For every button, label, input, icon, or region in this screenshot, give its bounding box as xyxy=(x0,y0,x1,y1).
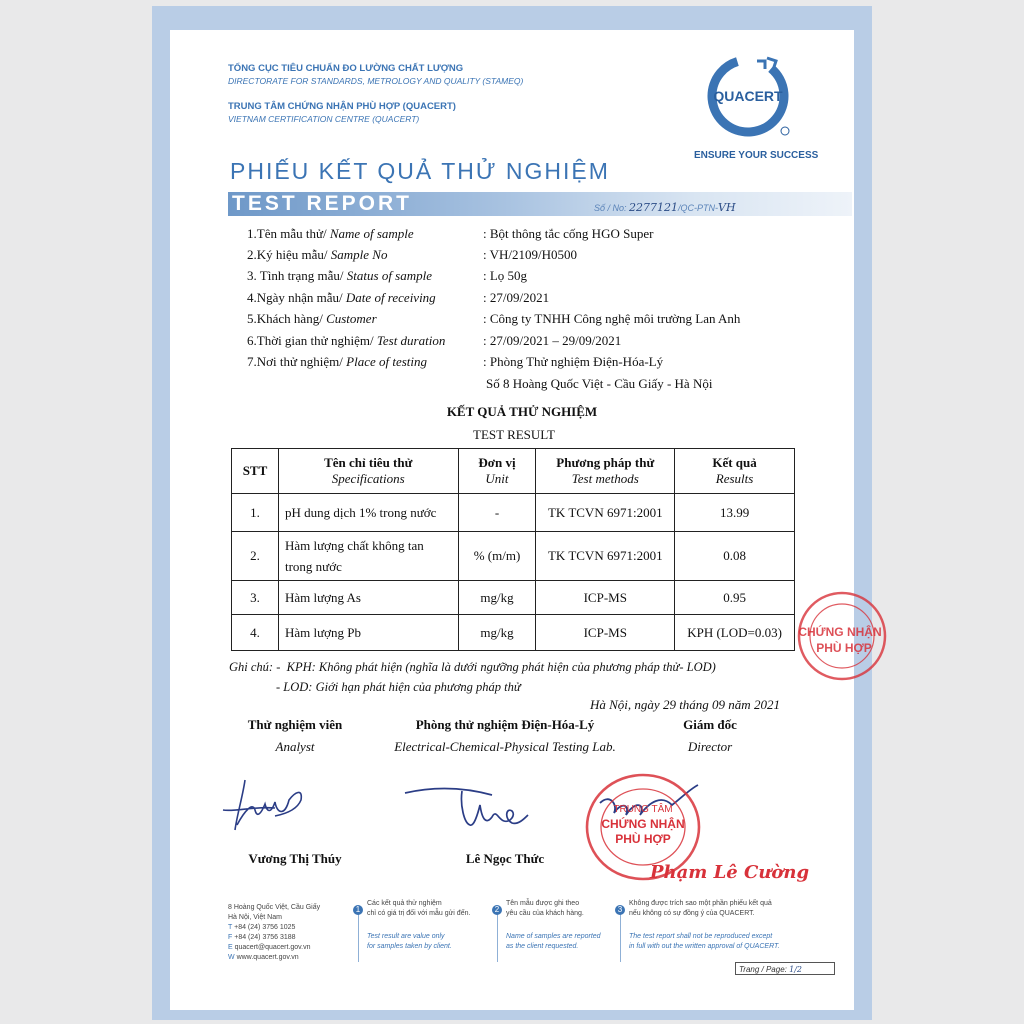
field-value: : 27/09/2021 xyxy=(483,290,550,305)
cell-method: TK TCVN 6971:2001 xyxy=(536,532,675,581)
field-value: : Lọ 50g xyxy=(483,268,528,283)
sig-role-lab-en: Electrical-Chemical-Physical Testing Lab. xyxy=(394,739,616,754)
results-table xyxy=(231,448,795,651)
field-label: 2.Ký hiệu mẫu/ Sample No xyxy=(247,247,388,262)
slogan: ENSURE YOUR SUCCESS xyxy=(694,150,819,161)
cell-spec: Hàm lượng As xyxy=(278,581,458,615)
header-method: Phương pháp thử Test methods xyxy=(536,449,675,494)
cell-unit: % (m/m) xyxy=(458,532,536,581)
stamp-line-2: CHỨNG NHẬN xyxy=(601,817,685,831)
result-title-en: TEST RESULT xyxy=(473,427,555,442)
table-row xyxy=(232,615,795,651)
field-value: : 27/09/2021 – 29/09/2021 xyxy=(483,333,622,348)
field-label: 4.Ngày nhận mẫu/ Date of receiving xyxy=(247,290,436,305)
cell-method: TK TCVN 6971:2001 xyxy=(536,494,675,532)
signature-analyst xyxy=(215,770,325,840)
cell-result: 13.99 xyxy=(675,494,795,532)
header-spec: Tên chỉ tiêu thử Specifications xyxy=(278,449,458,494)
sig-role-lab: Phòng thử nghiệm Điện-Hóa-Lý xyxy=(415,717,595,732)
cell-stt: 1. xyxy=(232,494,279,532)
title-vn: PHIẾU KẾT QUẢ THỬ NGHIỆM xyxy=(230,158,610,184)
table-row xyxy=(232,494,795,532)
stamp-line-1: TRUNG TÂM xyxy=(613,804,673,815)
cell-spec: Hàm lượng Pb xyxy=(278,615,458,651)
field-label: 6.Thời gian thử nghiệm/ Test duration xyxy=(247,333,446,348)
sig-name-analyst: Vương Thị Thúy xyxy=(248,851,342,866)
cell-unit: - xyxy=(458,494,536,532)
sig-role-analyst-en: Analyst xyxy=(275,739,315,754)
title-en: TEST REPORT xyxy=(232,192,413,215)
footer-note-2-en: Name of samples are reported as the client requested. xyxy=(506,933,601,950)
cell-method: ICP-MS xyxy=(536,615,675,651)
cell-unit: mg/kg xyxy=(458,581,536,615)
field-label: 7.Nơi thử nghiệm/ Place of testing xyxy=(247,354,428,369)
info-icon: 2 xyxy=(492,905,502,915)
field-label: 3. Tình trạng mẫu/ Status of sample xyxy=(247,268,433,283)
field-value-address: Số 8 Hoàng Quốc Việt - Cầu Giấy - Hà Nội xyxy=(486,376,713,391)
footer-divider xyxy=(358,912,359,962)
side-stamp xyxy=(790,586,882,686)
cell-stt: 2. xyxy=(232,532,279,581)
report-no-value: 2277121 xyxy=(629,201,679,214)
footer-note-3-en: The test report shall not be reproduced except in full with out the written approval of QUACERT. xyxy=(629,933,780,950)
footer-divider xyxy=(497,912,498,962)
cell-spec: Hàm lượng chất không tan trong nước xyxy=(278,532,458,581)
footer-note-2: Tên mẫu được ghi theo yêu cầu của khách hàng. xyxy=(506,900,584,917)
cell-method: ICP-MS xyxy=(536,581,675,615)
report-no-tail: VH xyxy=(718,201,736,214)
sig-name-director: Phạm Lê Cường xyxy=(650,862,810,883)
report-number xyxy=(594,201,736,214)
sig-role-director-en: Director xyxy=(687,739,733,754)
field-label: 5.Khách hàng/ Customer xyxy=(247,311,377,326)
header-stt: STT xyxy=(232,449,279,494)
cell-result: 0.95 xyxy=(675,581,795,615)
stamp-line-3: PHÙ HỢP xyxy=(615,832,671,846)
table-header-row xyxy=(232,449,795,494)
footer-divider xyxy=(620,912,621,962)
report-no-label: Số / No: xyxy=(594,203,627,213)
cell-result: KPH (LOD=0.03) xyxy=(675,615,795,651)
centre-name-en: VIETNAM CERTIFICATION CENTRE (QUACERT) xyxy=(228,114,420,124)
note-lod: - LOD: Giới hạn phát hiện của phương pháp thử xyxy=(276,680,521,694)
page-indicator: Trang / Page: 1/2 xyxy=(735,962,835,975)
footer-address: 8 Hoàng Quốc Việt, Cầu Giấy Hà Nội, Việt Nam T +84 (24) 3756 1025 F +84 (24) 3756 3188 E quacert@quacert.gov.vn W www.quacert.gov.vn xyxy=(228,904,321,961)
org-name-en: DIRECTORATE FOR STANDARDS, METROLOGY AND QUALITY (STAMEQ) xyxy=(228,76,524,86)
logo-text: QUACERT xyxy=(713,88,783,104)
sig-name-lab: Lê Ngọc Thức xyxy=(465,851,545,866)
footer-note-1-en: Test result are value only for samples taken by client. xyxy=(367,933,452,950)
field-value: : VH/2109/H0500 xyxy=(483,247,578,262)
info-icon: 3 xyxy=(615,905,625,915)
table-row xyxy=(232,532,795,581)
field-value: : Phòng Thử nghiệm Điện-Hóa-Lý xyxy=(483,354,664,369)
org-name-vn: TỔNG CỤC TIÊU CHUẨN ĐO LƯỜNG CHẤT LƯỢNG xyxy=(228,63,464,74)
side-stamp-text: CHỨNG NHẬN xyxy=(798,625,882,639)
date-line: Hà Nội, ngày 29 tháng 09 năm 2021 xyxy=(590,697,780,712)
cell-stt: 3. xyxy=(232,581,279,615)
sig-role-analyst: Thử nghiệm viên xyxy=(247,717,343,732)
header-result: Kết quả Results xyxy=(675,449,795,494)
table-row xyxy=(232,581,795,615)
field-value: : Bột thông tắc cống HGO Super xyxy=(483,226,654,241)
result-title-vn: KẾT QUẢ THỬ NGHIỆM xyxy=(446,404,598,419)
centre-name-vn: TRUNG TÂM CHỨNG NHẬN PHÙ HỢP (QUACERT) xyxy=(228,101,456,112)
cell-spec: pH dung dịch 1% trong nước xyxy=(278,494,458,532)
quacert-logo xyxy=(705,53,791,139)
footer-note-3: Không được trích sao một phần phiếu kết quả nếu không có sự đồng ý của QUACERT. xyxy=(629,900,772,917)
side-stamp-text-2: PHÙ HỢP xyxy=(816,641,872,655)
report-no-suffix: /QC-PTN- xyxy=(678,203,719,213)
note-kph: Ghi chú: - KPH: Không phát hiện (nghĩa là dưới ngưỡng phát hiện của phương pháp thử- LOD) xyxy=(229,660,716,674)
info-icon: 1 xyxy=(353,905,363,915)
cell-stt: 4. xyxy=(232,615,279,651)
field-label: 1.Tên mẫu thử/ Name of sample xyxy=(247,226,414,241)
cell-unit: mg/kg xyxy=(458,615,536,651)
sig-role-director: Giám đốc xyxy=(683,717,737,732)
header-unit: Đơn vị Unit xyxy=(458,449,536,494)
field-value: : Công ty TNHH Công nghệ môi trường Lan Anh xyxy=(483,311,741,326)
cell-result: 0.08 xyxy=(675,532,795,581)
footer-note-1: Các kết quả thử nghiệm chỉ có giá trị đối với mẫu gửi đến. xyxy=(367,900,471,917)
